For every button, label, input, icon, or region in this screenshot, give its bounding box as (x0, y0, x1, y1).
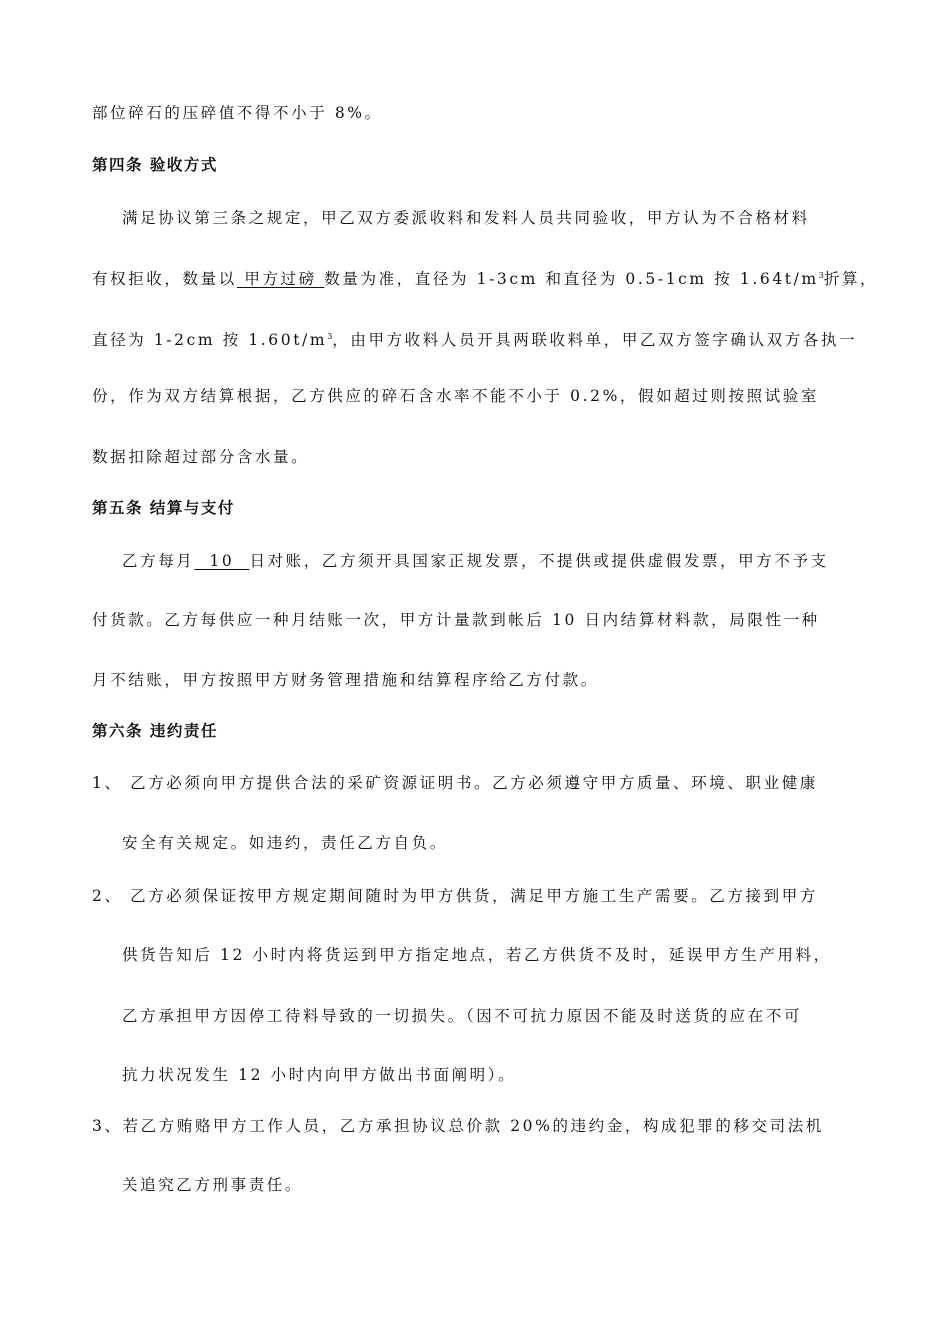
underlined-field: 10 (194, 552, 250, 570)
paragraph-line: 份，作为双方结算根据，乙方供应的碎石含水率不能不小于 0.2%，假如超过则按照试验室 (92, 387, 820, 405)
text-run: 折算， (823, 270, 879, 289)
paragraph-line: 部位碎石的压碎值不得不小于 8%。 (92, 104, 383, 122)
section-heading-6: 第六条 违约责任 (92, 722, 218, 740)
list-item-3-continuation: 关追究乙方刑事责任。 (122, 1176, 304, 1194)
paragraph-line: 满足协议第三条之规定，甲乙双方委派收料和发料人员共同验收，甲方认为不合格材料 (122, 209, 810, 227)
section-heading-4: 第四条 验收方式 (92, 156, 218, 174)
list-item-1-continuation: 安全有关规定。如违约，责任乙方自负。 (122, 834, 448, 852)
superscript: 3 (818, 271, 824, 280)
list-item-1: 1、 乙方必须向甲方提供合法的采矿资源证明书。乙方必须遵守甲方质量、环境、职业健康 (92, 774, 818, 792)
text-run: ，由甲方收料人员开具两联收料单，甲乙双方签字确认双方各执一 (332, 331, 858, 350)
paragraph-line: 付货款。乙方每供应一种月结账一次，甲方计量款到帐后 10 日内结算材料款，局限性一种 (92, 611, 820, 629)
list-item-2-continuation: 供货告知后 12 小时内将货运到甲方指定地点，若乙方供货不及时，延误甲方生产用料， (122, 946, 832, 964)
list-item-3: 3、若乙方贿赂甲方工作人员，乙方承担协议总价款 20%的违约金，构成犯罪的移交司法机 (92, 1117, 824, 1135)
list-item-2-continuation: 抗力状况发生 12 小时内向甲方做出书面阐明）。 (122, 1066, 517, 1084)
list-item-2-continuation: 乙方承担甲方因停工待料导致的一切损失。（因不可抗力原因不能及时送货的应在不可 (122, 1007, 803, 1025)
list-item-2: 2、 乙方必须保证按甲方规定期间随时为甲方供货，满足甲方施工生产需要。乙方接到甲方 (92, 887, 818, 905)
paragraph-line: 数据扣除超过部分含水量。 (92, 448, 310, 466)
underlined-field: 甲方过磅 (236, 270, 325, 289)
superscript: 3 (327, 332, 333, 341)
paragraph-line (92, 327, 862, 350)
paragraph-line: 月不结账，甲方按照甲方财务管理措施和结算程序给乙方付款。 (92, 671, 599, 689)
text-run: 有权拒收，数量以 (92, 270, 237, 289)
text-run: 乙方每月 (122, 552, 195, 570)
section-heading-5: 第五条 结算与支付 (92, 499, 235, 517)
text-run: 日对账，乙方须开具国家正规发票，不提供或提供虚假发票，甲方不予支 (249, 552, 829, 570)
paragraph-line (92, 266, 879, 289)
text-run: 直径为 1-2cm 按 1.60t/m (92, 331, 328, 350)
paragraph-line (122, 551, 892, 571)
text-run: 数量为准，直径为 1-3cm 和直径为 0.5-1cm 按 1.64t/m (324, 270, 819, 289)
